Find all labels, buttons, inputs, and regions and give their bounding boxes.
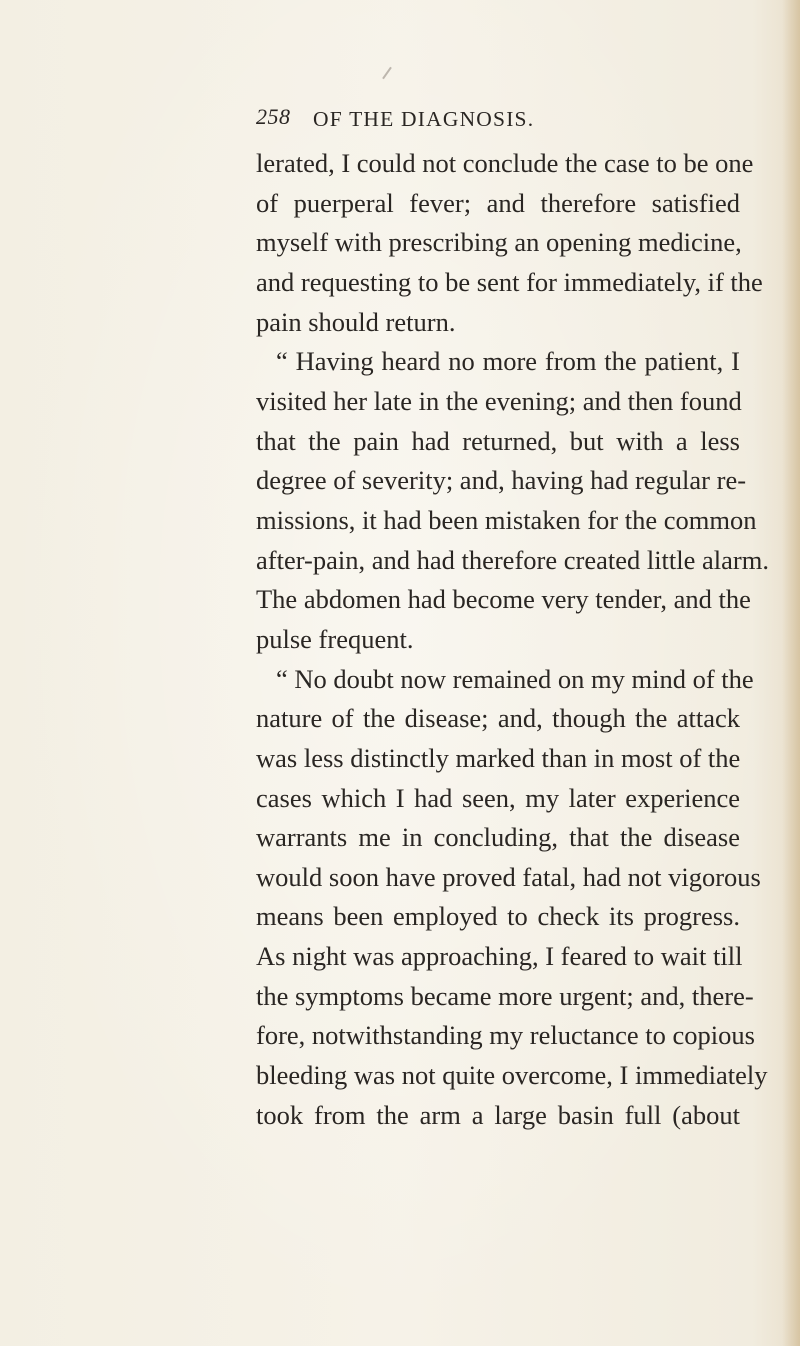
pencil-mark xyxy=(382,67,392,80)
text-line: cases which I had seen, my later experience xyxy=(256,782,740,813)
text-line: degree of severity; and, having had regular re- xyxy=(256,465,747,496)
page-number: 258 xyxy=(256,104,291,129)
page-edge-shadow xyxy=(782,0,800,1346)
paragraph-start-line: “ Having heard no more from the patient, I xyxy=(276,346,740,377)
body-text xyxy=(256,144,769,1135)
text-line: the symptoms became more urgent; and, there- xyxy=(256,980,754,1011)
paragraph-start-line: “ No doubt now remained on my mind of the xyxy=(276,663,754,694)
text-line: would soon have proved fatal, had not vigorous xyxy=(256,861,761,892)
text-line: myself with prescribing an opening medicine, xyxy=(256,227,742,258)
text-line: nature of the disease; and, though the attack xyxy=(256,703,740,734)
text-line: that the pain had returned, but with a less xyxy=(256,425,740,456)
running-head: OF THE DIAGNOSIS. xyxy=(313,107,535,131)
text-line: after-pain, and had therefore created little alarm. xyxy=(256,544,769,575)
page-header xyxy=(0,104,800,144)
text-line: As night was approaching, I feared to wait till xyxy=(256,941,743,972)
text-line: pain should return. xyxy=(256,306,456,337)
text-line: warrants me in concluding, that the disease xyxy=(256,822,740,853)
text-line: took from the arm a large basin full (about xyxy=(256,1099,740,1130)
text-line: lerated, I could not conclude the case to be one xyxy=(256,148,754,178)
text-line: bleeding was not quite overcome, I immediately xyxy=(256,1060,768,1091)
text-line: pulse frequent. xyxy=(256,623,414,654)
text-line: visited her late in the evening; and then found xyxy=(256,385,742,416)
text-line: means been employed to check its progress. xyxy=(256,901,740,932)
text-line: and requesting to be sent for immediately, if the xyxy=(256,266,763,297)
text-line: was less distinctly marked than in most of the xyxy=(256,742,741,773)
text-line: fore, notwithstanding my reluctance to copious xyxy=(256,1020,755,1051)
text-line: of puerperal fever; and therefore satisfied xyxy=(256,187,740,218)
text-line: The abdomen had become very tender, and the xyxy=(256,584,751,615)
text-line: missions, it had been mistaken for the common xyxy=(256,504,757,535)
